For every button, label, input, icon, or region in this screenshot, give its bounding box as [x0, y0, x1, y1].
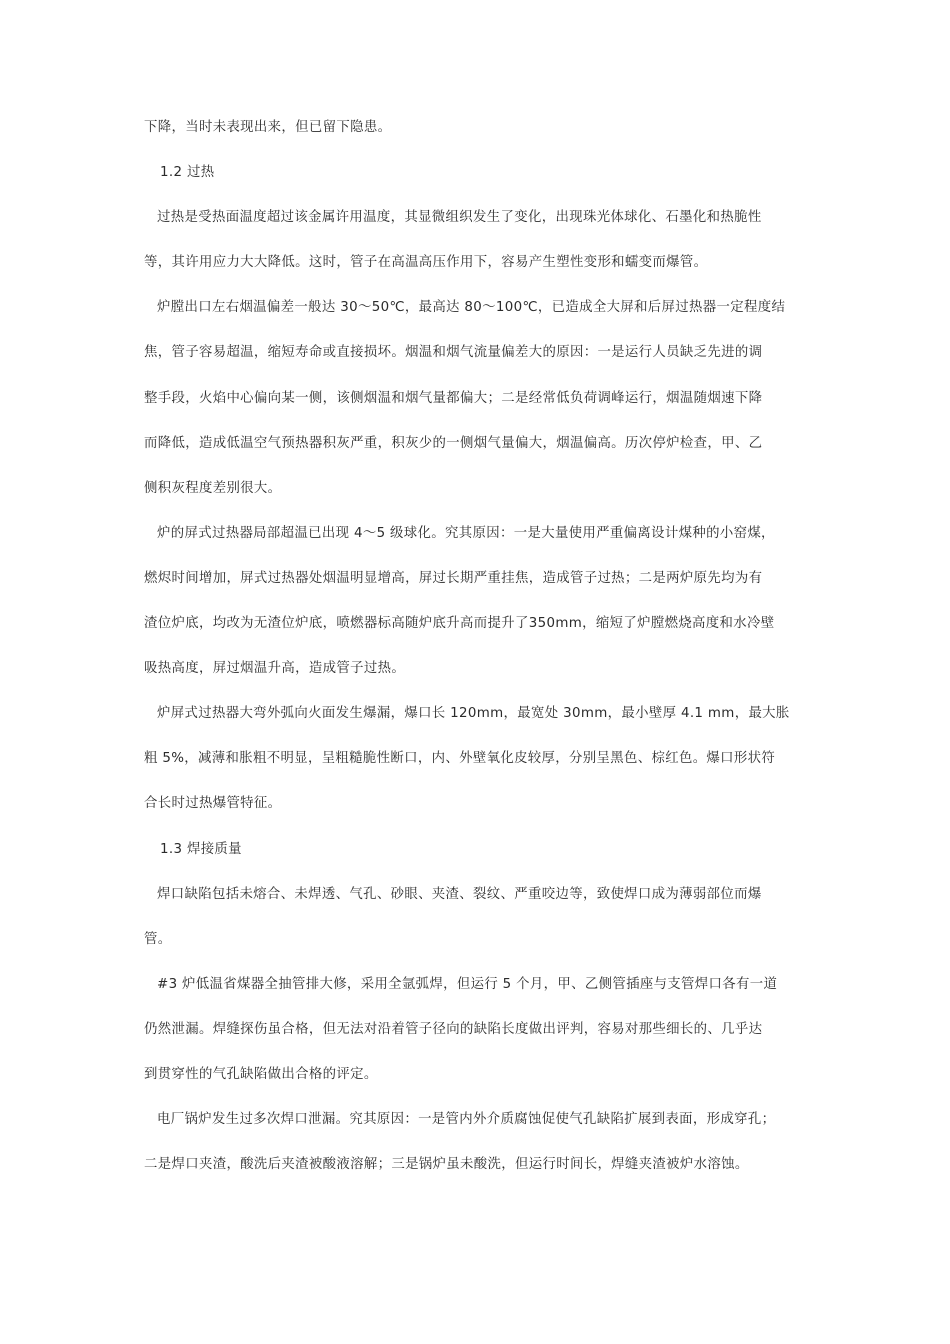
text-line: 炉屏式过热器大弯外弧向火面发生爆漏，爆口长 120mm，最宽处 30mm，最小壁厚 4.1 mm，最大胀 — [157, 706, 790, 722]
text-line: 电厂锅炉发生过多次焊口泄漏。究其原因：一是管内外介质腐蚀促使气孔缺陷扩展到表面，形成穿孔； — [157, 1112, 776, 1128]
document-body — [144, 111, 808, 1193]
section-heading: 1.2 过热 — [160, 165, 215, 181]
text-line: 整手段，火焰中心偏向某一侧，该侧烟温和烟气量都偏大；二是经常低负荷调峰运行，烟温随烟速下降 — [144, 390, 763, 406]
text-line: 管。 — [144, 931, 172, 947]
section-heading: 1.3 焊接质量 — [160, 841, 242, 857]
text-line: 到贯穿性的气孔缺陷做出合格的评定。 — [144, 1066, 378, 1082]
text-line: 焦，管子容易超温，缩短寿命或直接损坏。烟温和烟气流量偏差大的原因：一是运行人员缺乏先进的调 — [144, 345, 763, 361]
text-line: 粗 5%，减薄和胀粗不明显，呈粗糙脆性断口，内、外壁氧化皮较厚，分别呈黑色、棕红色。爆口形状符 — [144, 751, 776, 767]
text-line: 燃烬时间增加，屏式过热器处烟温明显增高，屏过长期严重挂焦，造成管子过热；二是两炉原先均为有 — [144, 570, 763, 586]
text-line: 等，其许用应力大大降低。这时，管子在高温高压作用下，容易产生塑性变形和蠕变而爆管。 — [144, 255, 708, 271]
text-line: 合长时过热爆管特征。 — [144, 796, 282, 812]
text-line: 仍然泄漏。焊缝探伤虽合格，但无法对沿着管子径向的缺陷长度做出评判，容易对那些细长的、几乎达 — [144, 1021, 763, 1037]
text-line: 焊口缺陷包括未熔合、未焊透、气孔、砂眼、夹渣、裂纹、严重咬边等，致使焊口成为薄弱部位而爆 — [157, 886, 762, 902]
text-line: 炉的屏式过热器局部超温已出现 4～5 级球化。究其原因：一是大量使用严重偏离设计煤种的小窑煤， — [157, 525, 775, 541]
text-line: 过热是受热面温度超过该金属许用温度，其显微组织发生了变化，出现珠光体球化、石墨化和热脆性 — [157, 210, 762, 226]
text-line: #3 炉低温省煤器全抽管排大修，采用全氩弧焊，但运行 5 个月，甲、乙侧管插座与支管焊口各有一道 — [157, 976, 778, 992]
text-line: 下降，当时未表现出来，但已留下隐患。 — [144, 120, 392, 135]
text-line: 炉膛出口左右烟温偏差一般达 30～50℃，最高达 80～100℃，已造成全大屏和后屏过热器一定程度结 — [157, 300, 786, 316]
text-line: 吸热高度，屏过烟温升高，造成管子过热。 — [144, 661, 406, 677]
text-line: 渣位炉底，均改为无渣位炉底，喷燃器标高随炉底升高而提升了350mm，缩短了炉膛燃烧高度和水冷壁 — [144, 616, 775, 632]
text-line: 侧积灰程度差别很大。 — [144, 480, 282, 496]
text-line: 二是焊口夹渣，酸洗后夹渣被酸液溶解；三是锅炉虽未酸洗，但运行时间长，焊缝夹渣被炉水溶蚀。 — [144, 1157, 749, 1173]
text-line: 而降低，造成低温空气预热器积灰严重，积灰少的一侧烟气量偏大，烟温偏高。历次停炉检查，甲、乙 — [144, 435, 763, 451]
